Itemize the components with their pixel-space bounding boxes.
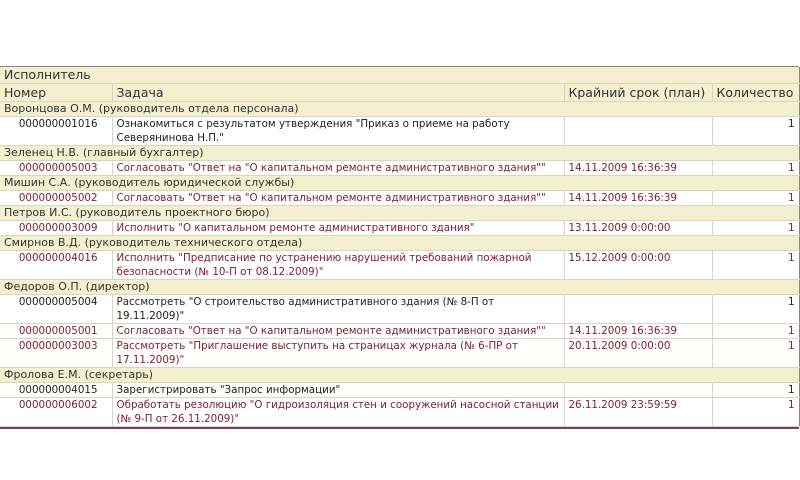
- task-number: 000000006002: [0, 398, 112, 427]
- task-description: Согласовать "Ответ на "О капитальном ремонте административного здания"": [112, 191, 564, 206]
- task-description: Рассмотреть "О строительство административного здания (№ 8-П от 19.11.2009)": [112, 295, 564, 324]
- executor-name: Зеленец Н.В. (главный бухгалтер): [0, 146, 799, 161]
- task-number: 000000005001: [0, 324, 112, 339]
- column-header-quantity[interactable]: Количество: [712, 84, 799, 102]
- task-description: Ознакомиться с результатом утверждения "Приказ о приеме на работу Северянинова Н.П.": [112, 117, 564, 146]
- executor-group-row[interactable]: [0, 146, 799, 161]
- task-row[interactable]: [0, 324, 799, 339]
- task-deadline: 14.11.2009 16:36:39: [564, 161, 712, 176]
- task-deadline: 14.11.2009 16:36:39: [564, 324, 712, 339]
- task-deadline: [564, 117, 712, 146]
- executor-name: Мишин С.А. (руководитель юридической службы): [0, 176, 799, 191]
- task-deadline: [564, 295, 712, 324]
- task-row[interactable]: [0, 295, 799, 324]
- report-table-container: [0, 66, 799, 429]
- column-header-deadline[interactable]: Крайний срок (план): [564, 84, 712, 102]
- task-description: Исполнить "О капитальном ремонте административного здания": [112, 221, 564, 236]
- executor-group-row[interactable]: [0, 102, 799, 117]
- task-number: 000000004016: [0, 251, 112, 280]
- task-row[interactable]: [0, 117, 799, 146]
- executor-name: Федоров О.П. (директор): [0, 280, 799, 295]
- report-title-row: [0, 67, 799, 84]
- task-quantity: 1: [712, 324, 799, 339]
- task-number: 000000001016: [0, 117, 112, 146]
- task-deadline: 20.11.2009 0:00:00: [564, 339, 712, 368]
- task-description: Рассмотреть "Приглашение выступить на страницах журнала (№ 6-ПР от 17.11.2009)": [112, 339, 564, 368]
- executor-group-row[interactable]: [0, 368, 799, 383]
- executor-group-row[interactable]: [0, 176, 799, 191]
- task-quantity: 1: [712, 398, 799, 427]
- column-header-number[interactable]: Номер: [0, 84, 112, 102]
- task-row[interactable]: [0, 221, 799, 236]
- task-quantity: 1: [712, 191, 799, 206]
- executor-name: Петров И.С. (руководитель проектного бюро): [0, 206, 799, 221]
- task-deadline: 26.11.2009 23:59:59: [564, 398, 712, 427]
- task-number: 000000003009: [0, 221, 112, 236]
- task-row[interactable]: [0, 339, 799, 368]
- task-quantity: 1: [712, 339, 799, 368]
- executor-group-row[interactable]: [0, 236, 799, 251]
- executor-tasks-table: [0, 67, 800, 427]
- task-row[interactable]: [0, 161, 799, 176]
- task-quantity: 1: [712, 295, 799, 324]
- report-title: Исполнитель: [0, 67, 799, 84]
- task-row[interactable]: [0, 398, 799, 427]
- executor-name: Фролова Е.М. (секретарь): [0, 368, 799, 383]
- task-quantity: 1: [712, 161, 799, 176]
- task-quantity: 1: [712, 383, 799, 398]
- task-number: 000000003003: [0, 339, 112, 368]
- task-deadline: [564, 383, 712, 398]
- task-deadline: 13.11.2009 0:00:00: [564, 221, 712, 236]
- task-number: 000000005002: [0, 191, 112, 206]
- task-number: 000000005004: [0, 295, 112, 324]
- column-header-task[interactable]: Задача: [112, 84, 564, 102]
- task-deadline: 14.11.2009 16:36:39: [564, 191, 712, 206]
- executor-group-row[interactable]: [0, 206, 799, 221]
- task-description: Обработать резолюцию "О гидроизоляция стен и сооружений насосной станции (№ 9-П от 26.11.2009)": [112, 398, 564, 427]
- task-description: Согласовать "Ответ на "О капитальном ремонте административного здания"": [112, 324, 564, 339]
- task-deadline: 15.12.2009 0:00:00: [564, 251, 712, 280]
- executor-name: Воронцова О.М. (руководитель отдела персонала): [0, 102, 799, 117]
- task-description: Зарегистрировать "Запрос информации": [112, 383, 564, 398]
- task-description: Исполнить "Предписание по устранению нарушений требований пожарной безопасности (№ 10-П от 08.12.2009)": [112, 251, 564, 280]
- executor-group-row[interactable]: [0, 280, 799, 295]
- column-header-row: [0, 84, 799, 102]
- task-quantity: 1: [712, 221, 799, 236]
- task-number: 000000005003: [0, 161, 112, 176]
- task-quantity: 1: [712, 117, 799, 146]
- task-row[interactable]: [0, 251, 799, 280]
- task-row[interactable]: [0, 191, 799, 206]
- task-row[interactable]: [0, 383, 799, 398]
- executor-name: Смирнов В.Д. (руководитель технического отдела): [0, 236, 799, 251]
- task-quantity: 1: [712, 251, 799, 280]
- task-description: Согласовать "Ответ на "О капитальном ремонте административного здания"": [112, 161, 564, 176]
- task-number: 000000004015: [0, 383, 112, 398]
